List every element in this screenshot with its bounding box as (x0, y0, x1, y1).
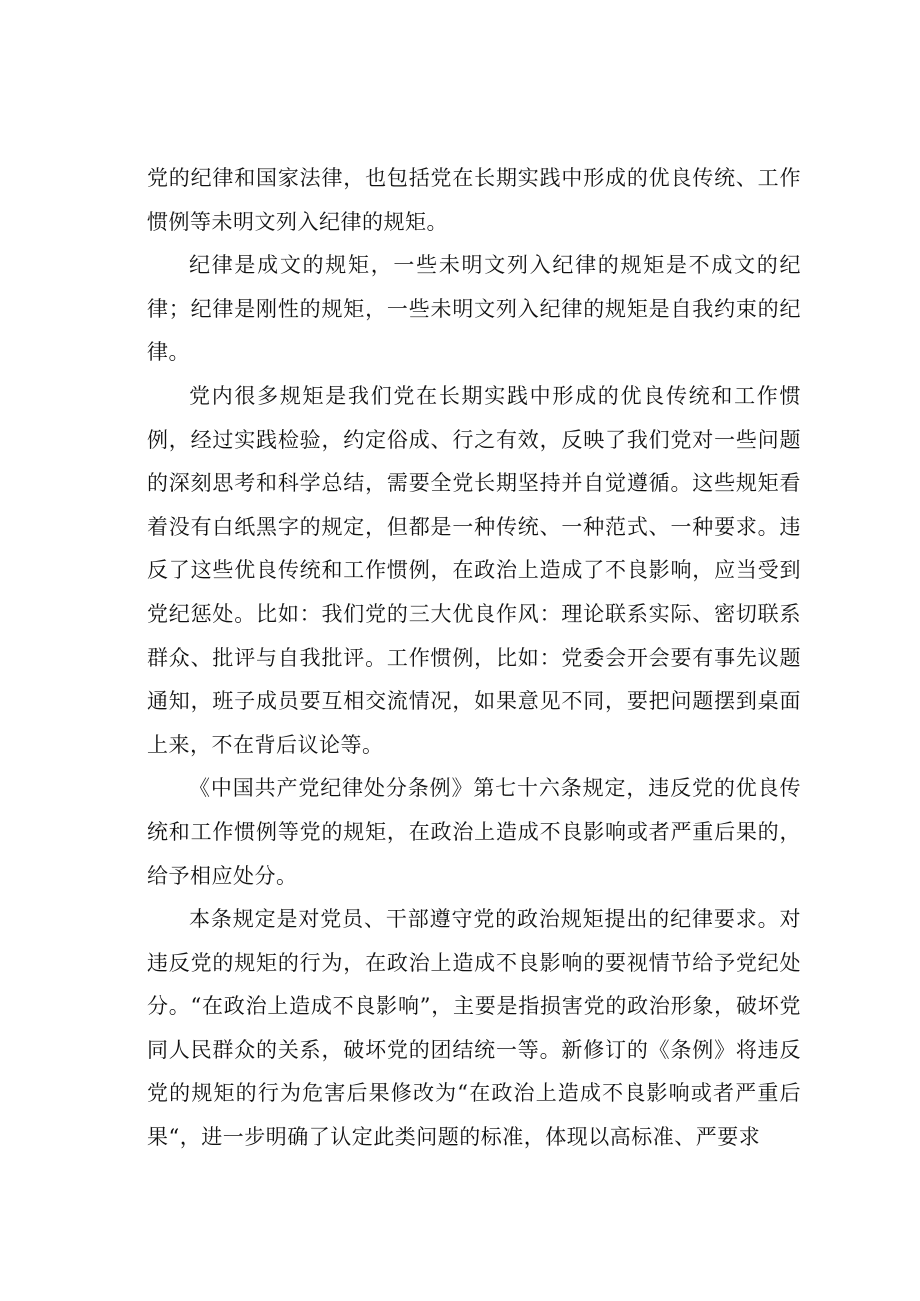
paragraph-3: 党内很多规矩是我们党在长期实践中形成的优良传统和工作惯例，经过实践检验，约定俗成、行之有效，反映了我们党对一些问题的深刻思考和科学总结，需要全党长期坚持并自觉遵循。这些规矩看着没有白纸黑字的规定，但都是一种传统、一种范式、一种要求。违反了这些优良传统和工作惯例，在政治上造成了不良影响，应当受到党纪惩处。比如：我们党的三大优良作风：理论联系实际、密切联系群众、批评与自我批评。工作惯例，比如：党委会开会要有事先议题通知，班子成员要互相交流情况，如果意见不同，要把问题摆到桌面上来，不在背后议论等。 (147, 383, 801, 757)
paragraph-4: 《中国共产党纪律处分条例》第七十六条规定，违反党的优良传统和工作惯例等党的规矩，在政治上造成不良影响或者严重后果的，给予相应处分。 (147, 776, 801, 888)
paragraph-5: 本条规定是对党员、干部遵守党的政治规矩提出的纪律要求。对违反党的规矩的行为，在政治上造成不良影响的要视情节给予党纪处分。“在政治上造成不良影响”，主要是指损害党的政治形象，破坏党同人民群众的关系，破坏党的团结统一等。新修订的《条例》将违反党的规矩的行为危害后果修改为“在政治上造成不良影响或者严重后果“，进一步明确了认定此类问题的标准，体现以高标准、严要求 (147, 907, 801, 1150)
document-page (147, 157, 801, 1160)
paragraph-2: 纪律是成文的规矩，一些未明文列入纪律的规矩是不成文的纪律；纪律是刚性的规矩，一些未明文列入纪律的规矩是自我约束的纪律。 (147, 253, 801, 365)
paragraph-1: 党的纪律和国家法律，也包括党在长期实践中形成的优良传统、工作惯例等未明文列入纪律的规矩。 (147, 166, 801, 234)
